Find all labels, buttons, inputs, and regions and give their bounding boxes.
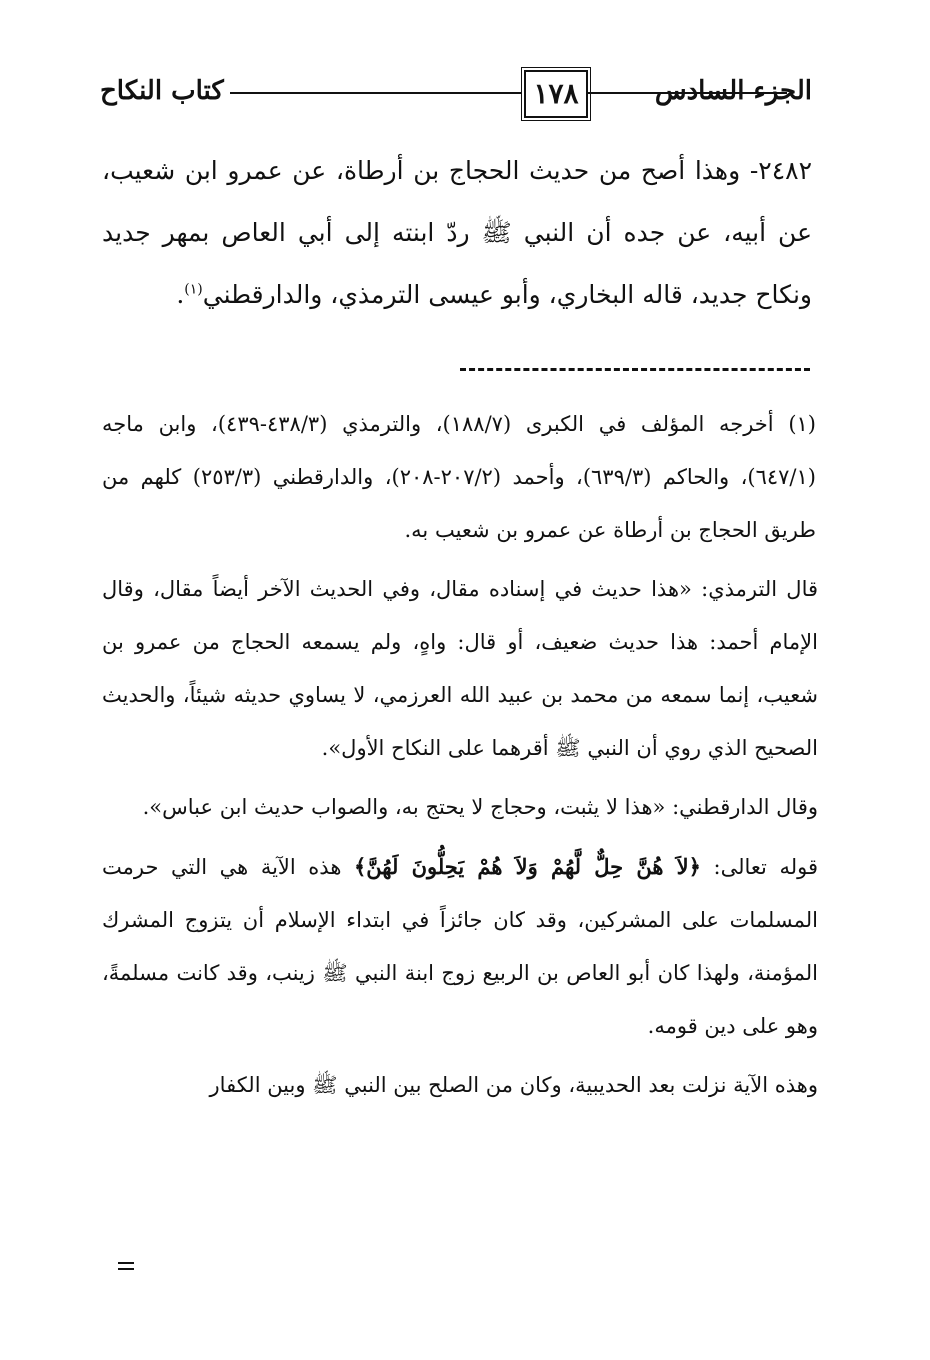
paragraph-text: ٢٤٨٢- وهذا أصح من حديث الحجاج بن أرطاة، عن عمرو ابن شعيب، عن أبيه، عن جده أن النبي ﷺ ردّ ابنته إلى أبي العاص بمهر جديد ونكاح جديد، قاله البخاري، وأبو عيسى الترمذي، والدارقطني [102, 156, 812, 309]
part-title: الجزء السادس [654, 76, 812, 106]
tirmidhi-note: قال الترمذي: «هذا حديث في إسناده مقال، وفي الحديث الآخر أيضاً مقال، وقال الإمام أحمد: هذا حديث ضعيف، أو قال: واهٍ، ولم يسمعه الحجاج من عمرو بن شعيب، إنما سمعه من محمد بن عبيد الله العرزمي، لا يساوي حديثه شيئاً، والحديث الصحيح الذي روي أن النبي ﷺ أقرهما على النكاح الأول». [102, 577, 818, 760]
page-number: ١٧٨ [524, 70, 588, 118]
hudaybiyya-note: وهذه الآية نزلت بعد الحديبية، وكان من الصلح بين النبي ﷺ وبين الكفار [209, 1073, 818, 1097]
daraqutni-note: وقال الدارقطني: «هذا لا يثبت، وحجاج لا يحتج به، والصواب حديث ابن عباس». [142, 795, 818, 819]
hadith-paragraph [102, 140, 812, 326]
page-header [100, 70, 812, 120]
footnote-1 [102, 398, 818, 557]
ayah-note [102, 840, 818, 1053]
paragraph-end: . [176, 280, 185, 309]
ayah-intro: قوله تعالى: [713, 855, 818, 879]
footnotes [102, 398, 818, 1118]
footnote-reference: (١) [184, 281, 203, 298]
header-rule-right [587, 92, 787, 94]
footnote-text: أخرجه المؤلف في الكبرى (١٨٨/٧)، والترمذي (٤٣٨/٣-٤٣٩)، وابن ماجه (٦٤٧/١)، والحاكم (٦٣٩/٣)، وأحمد (٢٠٧/٢-٢٠٨)، والدارقطني (٢٥٣/٣) كلهم من طريق الحجاج بن أرطاة عن عمرو بن شعيب به. [102, 412, 816, 542]
footnote-marker: (١) [788, 412, 816, 436]
ayah-commentary: هذه الآية هي التي حرمت المسلمات على المشركين، وقد كان جائزاً في ابتداء الإسلام أن يتزوج المشرك المؤمنة، ولهذا كان أبو العاص بن الربيع زوج ابنة النبي ﷺ زينب، وقد كانت مسلمةً، وهو على دين قومه. [102, 855, 818, 1038]
book-title: كتاب النكاح [100, 76, 224, 106]
continuation-mark [118, 1262, 134, 1274]
header-rule-left [230, 92, 522, 94]
footnote-separator [460, 368, 810, 371]
quran-verse: ﴿لاَ هُنَّ حِلٌّ لَّهُمْ وَلاَ هُمْ يَحِلُّونَ لَهُنَّ﴾ [354, 854, 701, 879]
main-text [102, 140, 812, 326]
